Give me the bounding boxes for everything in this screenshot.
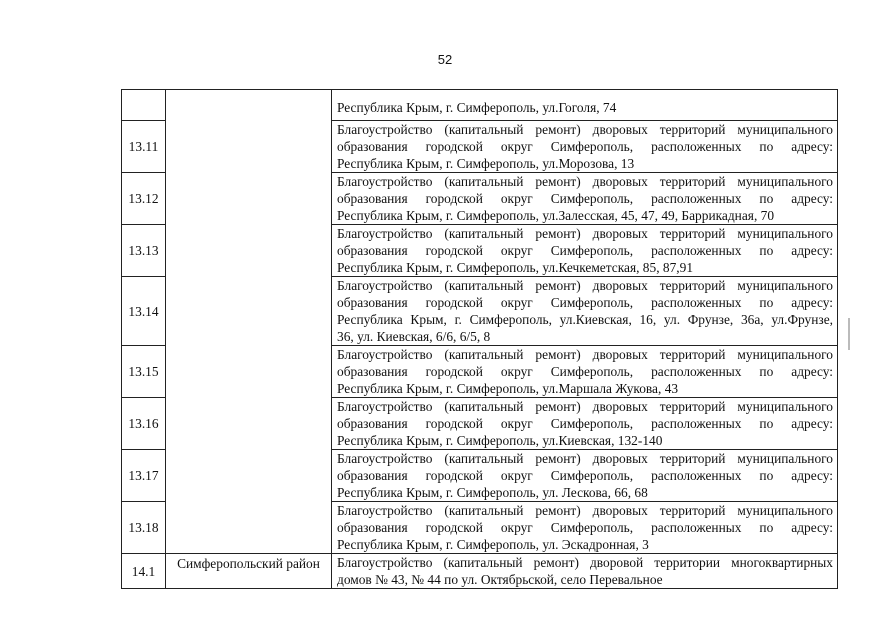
- description-line: Благоустройство (капитальный ремонт) дворовых территорий муниципального: [337, 278, 833, 293]
- description-line: образования городской округ Симферополь, расположенных по адресу:: [337, 468, 833, 483]
- description-line: Благоустройство (капитальный ремонт) дворовых территорий муниципального: [337, 503, 833, 518]
- description-line: образования городской округ Симферополь, расположенных по адресу:: [337, 416, 833, 431]
- description-cell: [332, 398, 838, 450]
- description-line: Республика Крым, г. Симферополь, ул.Морозова, 13: [337, 156, 635, 171]
- item-number-cell: 13.17: [122, 450, 166, 502]
- item-number-cell: 13.11: [122, 121, 166, 173]
- item-number-cell: 14.1: [122, 554, 166, 589]
- description-line: Благоустройство (капитальный ремонт) дворовых территорий муниципального: [337, 399, 833, 414]
- description-line: Республика Крым, г. Симферополь, ул.Киевская, 132-140: [337, 433, 663, 448]
- description-cell: [332, 450, 838, 502]
- description-cell: [332, 90, 838, 121]
- item-number-cell: 13.12: [122, 173, 166, 225]
- description-cell: [332, 277, 838, 346]
- description-line: Республика Крым, г. Симферополь, ул.Залесская, 45, 47, 49, Баррикадная, 70: [337, 208, 775, 223]
- description-line: Республика Крым, г. Симферополь, ул. Лескова, 66, 68: [337, 485, 648, 500]
- table-row: [122, 90, 838, 121]
- description-line: Благоустройство (капитальный ремонт) дворовых территорий муниципального: [337, 226, 833, 241]
- description-line: Благоустройство (капитальный ремонт) дворовых территорий муниципального: [337, 451, 833, 466]
- item-number-cell: 13.14: [122, 277, 166, 346]
- description-line: Республика Крым, г. Симферополь, ул.Гоголя, 74: [337, 100, 617, 115]
- description-line: образования городской округ Симферополь, расположенных по адресу:: [337, 139, 833, 154]
- district-cell: [166, 90, 332, 554]
- program-table: [121, 89, 838, 589]
- description-line: образования городской округ Симферополь, расположенных по адресу:: [337, 364, 833, 379]
- description-cell: [332, 346, 838, 398]
- description-line: образования городской округ Симферополь, расположенных по адресу:: [337, 295, 833, 310]
- description-line: образования городской округ Симферополь, расположенных по адресу:: [337, 243, 833, 258]
- item-number-cell: [122, 90, 166, 121]
- description-line: Благоустройство (капитальный ремонт) дворовой территории многоквартирных: [337, 555, 833, 570]
- description-line: Благоустройство (капитальный ремонт) дворовых территорий муниципального: [337, 174, 833, 189]
- description-cell: [332, 121, 838, 173]
- description-cell: [332, 225, 838, 277]
- description-line: домов № 43, № 44 по ул. Октябрьской, село Перевальное: [337, 572, 663, 587]
- table-body: [122, 90, 838, 589]
- description-line: 36, ул. Киевская, 6/6, 6/5, 8: [337, 329, 491, 344]
- description-line: Республика Крым, г. Симферополь, ул.Киевская, 16, ул. Фрунзе, 36а, ул.Фрунзе,: [337, 312, 833, 327]
- description-line: Благоустройство (капитальный ремонт) дворовых территорий муниципального: [337, 122, 833, 137]
- page-number: 52: [437, 52, 453, 67]
- scan-artifact: [848, 318, 850, 350]
- item-number-cell: 13.13: [122, 225, 166, 277]
- description-line: Республика Крым, г. Симферополь, ул.Кечкеметская, 85, 87,91: [337, 260, 694, 275]
- district-cell: Симферопольский район: [166, 554, 332, 589]
- description-line: образования городской округ Симферополь, расположенных по адресу:: [337, 191, 833, 206]
- description-line: образования городской округ Симферополь, расположенных по адресу:: [337, 520, 833, 535]
- description-line: Республика Крым, г. Симферополь, ул.Маршала Жукова, 43: [337, 381, 679, 396]
- item-number-cell: 13.16: [122, 398, 166, 450]
- item-number-cell: 13.18: [122, 502, 166, 554]
- description-line: Республика Крым, г. Симферополь, ул. Эскадронная, 3: [337, 537, 649, 552]
- table-row: [122, 554, 838, 589]
- description-cell: [332, 554, 838, 589]
- item-number-cell: 13.15: [122, 346, 166, 398]
- description-cell: [332, 173, 838, 225]
- description-line: Благоустройство (капитальный ремонт) дворовых территорий муниципального: [337, 347, 833, 362]
- description-cell: [332, 502, 838, 554]
